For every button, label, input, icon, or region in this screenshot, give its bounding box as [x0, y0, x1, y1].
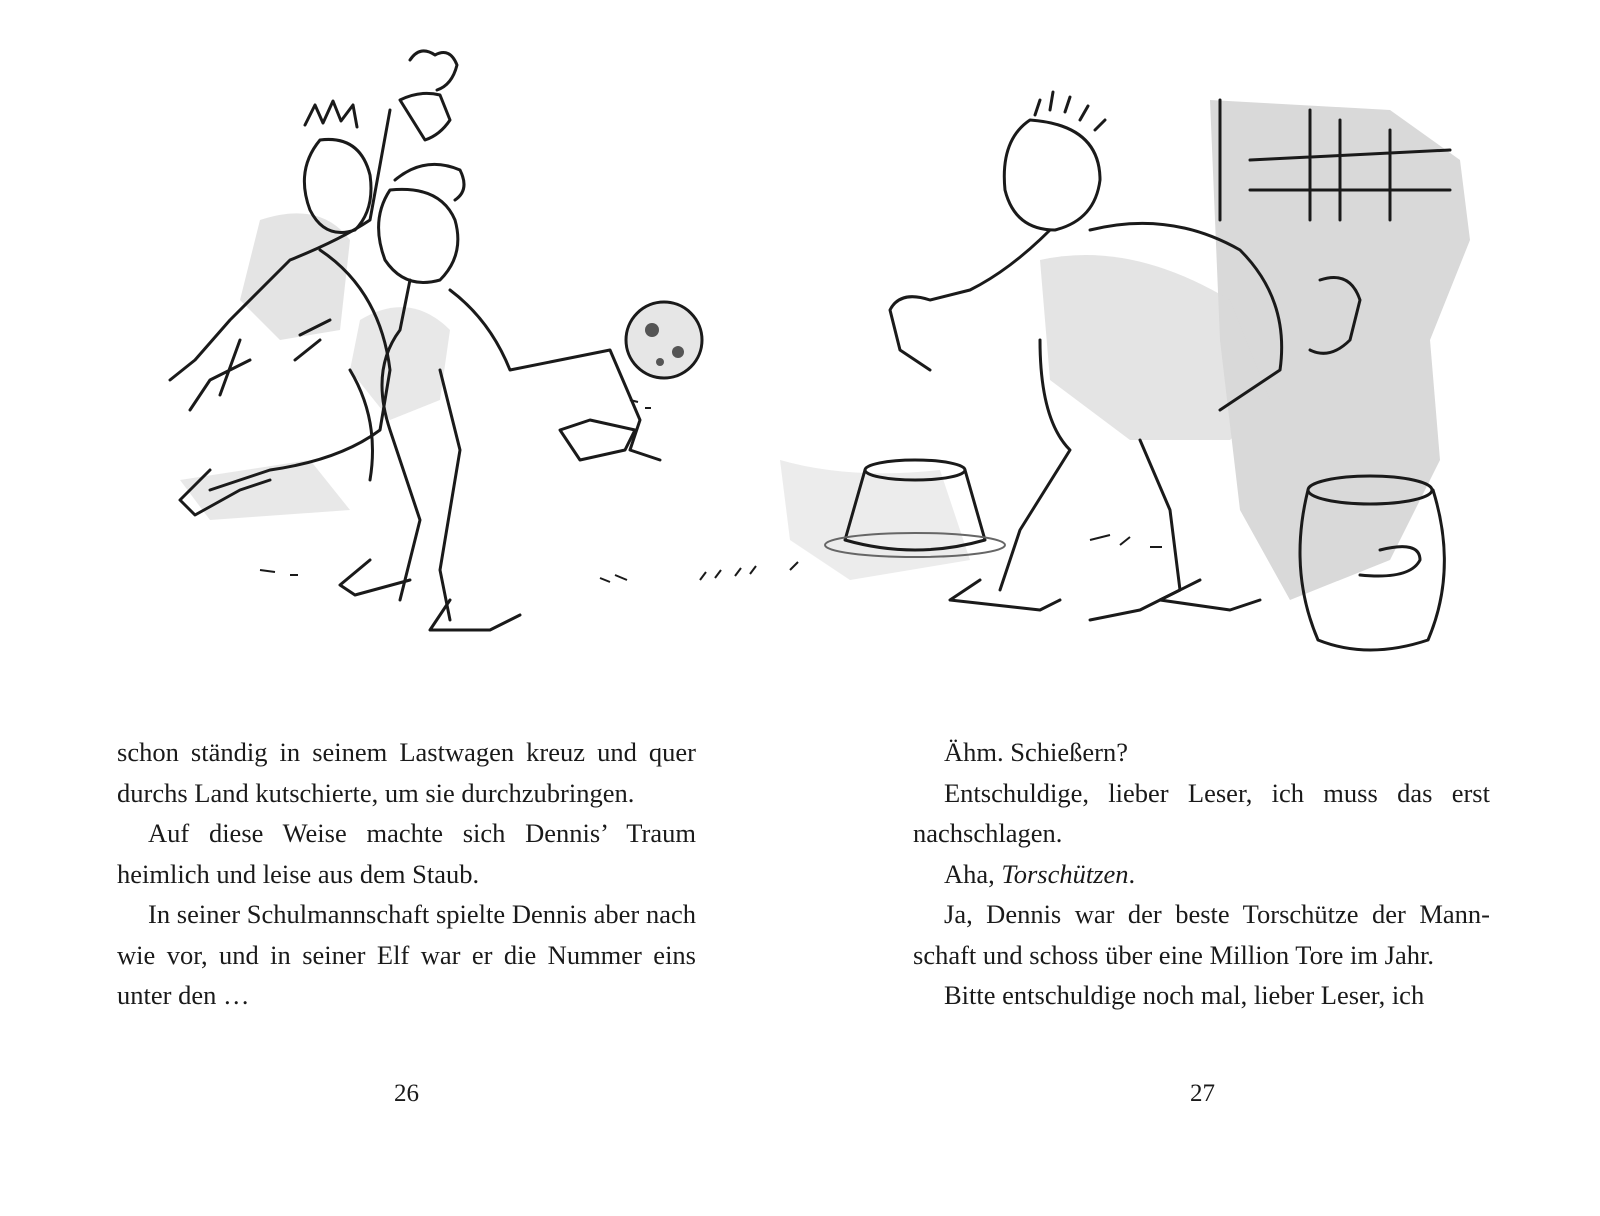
ink-wash — [180, 100, 1470, 600]
illustration-svg — [90, 40, 1510, 680]
left-page-text — [117, 732, 696, 1016]
boy-kicking — [295, 164, 660, 630]
paragraph: Bitte entschuldige noch mal, lieber Leser, ich — [944, 980, 1425, 1010]
football-illustration — [90, 40, 1510, 680]
paragraph: Entschuldige, lieber Leser, ich muss das erst nachschlagen. — [913, 777, 1490, 848]
page-number-right: 27 — [1190, 1080, 1215, 1107]
aha-suffix: . — [1128, 858, 1136, 889]
paragraph: Ähm. Schießern? — [944, 737, 1128, 767]
right-page-text — [913, 732, 1490, 1016]
page-number-left: 26 — [394, 1080, 419, 1107]
aha-prefix: Aha, — [944, 858, 1002, 889]
paragraph-aha — [913, 854, 1490, 895]
paragraph: Ja, Dennis war der beste Torschütze der Mannschaft und schoss über eine Million Tore im Jahr. — [913, 899, 1490, 970]
football — [626, 302, 702, 408]
ground-marks — [260, 535, 1162, 582]
paragraph: schon ständig in seinem Lastwagen kreuz und quer durchs Land kutschierte, um sie durchzubringen. — [117, 737, 696, 808]
paragraph: In seiner Schulmannschaft spielte Dennis aber nach wie vor, und in seiner Elf war er die Nummer eins unter den … — [117, 899, 696, 1010]
paragraph: Auf diese Weise machte sich Dennis’ Traum heimlich und leise aus dem Staub. — [117, 818, 696, 889]
aha-italic: Torschützen — [1001, 858, 1129, 889]
